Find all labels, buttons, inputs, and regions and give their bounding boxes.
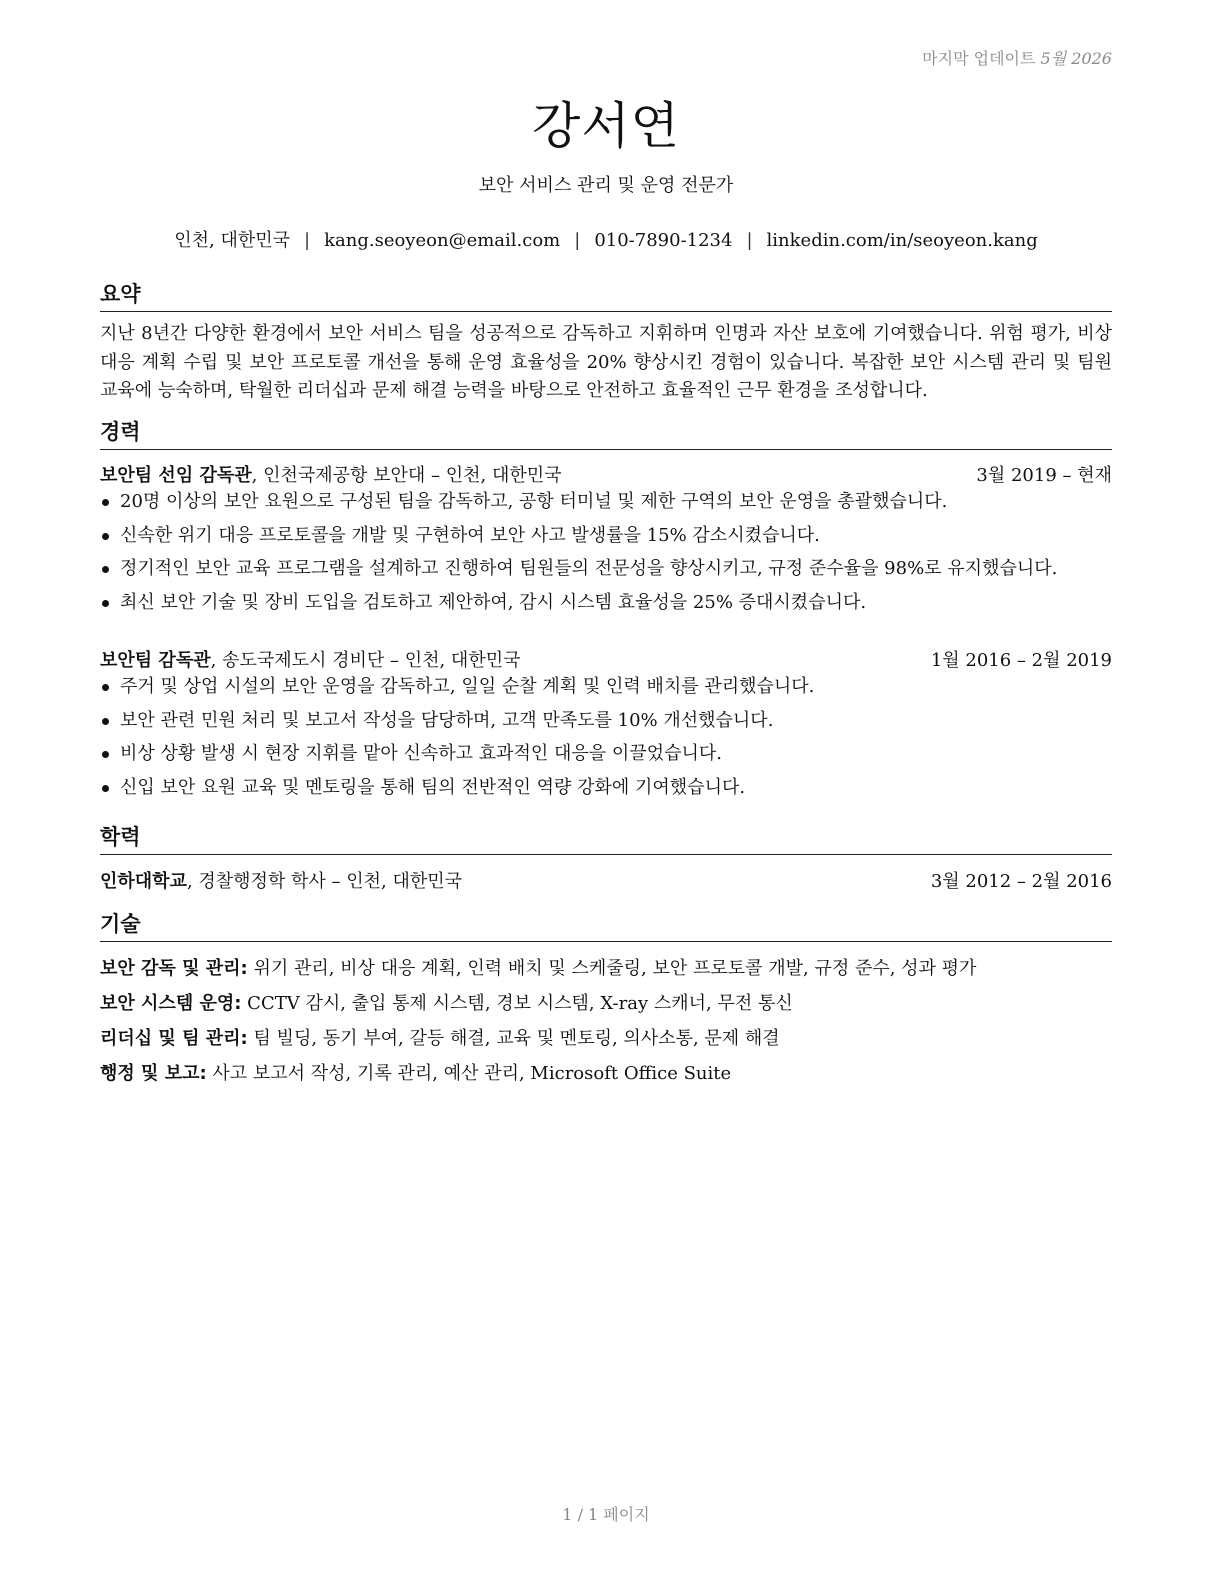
bullet-icon bbox=[102, 600, 109, 607]
skill-line bbox=[100, 989, 1112, 1015]
contact-phone[interactable]: 010-7890-1234 bbox=[594, 230, 733, 251]
contact-location: 인천, 대한민국 bbox=[174, 230, 291, 251]
bullet-icon bbox=[102, 751, 109, 758]
section-title-skills: 기술 bbox=[100, 908, 1112, 942]
resume-page bbox=[100, 0, 1112, 1584]
employer: , 인천국제공항 보안대 – 인천, 대한민국 bbox=[251, 465, 562, 486]
contact-line bbox=[100, 226, 1112, 252]
list-item bbox=[100, 740, 1112, 774]
section-title-summary: 요약 bbox=[100, 278, 1112, 312]
degree: , 경찰행정학 학사 – 인천, 대한민국 bbox=[186, 871, 463, 892]
list-item bbox=[100, 555, 1112, 589]
education-dates: 3월 2012 – 2월 2016 bbox=[930, 871, 1112, 892]
experience-role bbox=[100, 646, 520, 672]
experience-bullets bbox=[100, 488, 1112, 622]
skill-category: 보안 시스템 운영: bbox=[100, 993, 242, 1014]
experience-entry-header bbox=[100, 461, 1112, 487]
bullet-text: 최신 보안 기술 및 장비 도입을 검토하고 제안하여, 감시 시스템 효율성을 25% 증대시켰습니다. bbox=[120, 591, 867, 613]
bullet-text: 비상 상황 발생 시 현장 지휘를 맡아 신속하고 효과적인 대응을 이끌었습니다. bbox=[120, 743, 722, 764]
summary-text: 지난 8년간 다양한 환경에서 보안 서비스 팀을 성공적으로 감독하고 지휘하며 인명과 자산 보호에 기여했습니다. 위험 평가, 비상 대응 계획 수립 및 보안 프로토콜 개선을 통해 운영 효율성을 20% 향상시킨 경험이 있습니다. 복잡한 보안 시스템 관리 및 팀원 교육에 능숙하며, 탁월한 리더십과 문제 해결 능력을 바탕으로 안전하고 효율적인 근무 환경을 조성합니다. bbox=[100, 323, 1112, 401]
skill-category: 리더십 및 팀 관리: bbox=[100, 1028, 248, 1049]
skill-values: 위기 관리, 비상 대응 계획, 인력 배치 및 스케줄링, 보안 프로토콜 개발, 규정 준수, 성과 평가 bbox=[247, 958, 977, 979]
contact-separator: | bbox=[574, 230, 581, 251]
experience-role bbox=[100, 461, 562, 487]
page-number: 1 / 1 페이지 bbox=[562, 1505, 650, 1524]
bullet-icon bbox=[102, 684, 109, 691]
bullet-icon bbox=[102, 499, 109, 506]
list-item bbox=[100, 589, 1112, 623]
skill-values: 팀 빌딩, 동기 부여, 갈등 해결, 교육 및 멘토링, 의사소통, 문제 해결 bbox=[247, 1028, 780, 1049]
experience-bullets bbox=[100, 673, 1112, 807]
skill-values: CCTV 감시, 출입 통제 시스템, 경보 시스템, X-ray 스캐너, 무전 통신 bbox=[241, 993, 793, 1014]
skill-category: 행정 및 보고: bbox=[100, 1063, 207, 1084]
bullet-text: 정기적인 보안 교육 프로그램을 설계하고 진행하여 팀원들의 전문성을 향상시키고, 규정 준수율을 98%로 유지했습니다. bbox=[120, 558, 1058, 579]
bullet-icon bbox=[102, 785, 109, 792]
headline: 보안 서비스 관리 및 운영 전문가 bbox=[478, 175, 734, 196]
bullet-text: 신속한 위기 대응 프로토콜을 개발 및 구현하여 보안 사고 발생률을 15% 감소시켰습니다. bbox=[120, 524, 820, 546]
list-item bbox=[100, 774, 1112, 808]
bullet-text: 신입 보안 요원 교육 및 멘토링을 통해 팀의 전반적인 역량 강화에 기여했습니다. bbox=[120, 776, 746, 798]
skill-line bbox=[100, 954, 1112, 980]
skill-line bbox=[100, 1059, 1112, 1085]
candidate-name: 강서연 bbox=[532, 97, 680, 155]
contact-email[interactable]: kang.seoyeon@email.com bbox=[324, 230, 561, 251]
skill-values: 사고 보고서 작성, 기록 관리, 예산 관리, Microsoft Office Suite bbox=[206, 1063, 732, 1084]
job-title: 보안팀 감독관 bbox=[100, 650, 211, 671]
job-title: 보안팀 선임 감독관 bbox=[100, 465, 252, 486]
section-title-experience: 경력 bbox=[100, 416, 1112, 450]
last-updated bbox=[922, 46, 1112, 69]
employment-dates: 1월 2016 – 2월 2019 bbox=[930, 650, 1112, 671]
bullet-text: 20명 이상의 보안 요원으로 구성된 팀을 감독하고, 공항 터미널 및 제한 구역의 보안 운영을 총괄했습니다. bbox=[120, 491, 948, 512]
list-item bbox=[100, 522, 1112, 556]
contact-separator: | bbox=[304, 230, 311, 251]
school-name: 인하대학교 bbox=[100, 871, 187, 892]
bullet-icon bbox=[102, 566, 109, 573]
last-updated-label: 마지막 업데이트 bbox=[922, 49, 1036, 68]
skill-category: 보안 감독 및 관리: bbox=[100, 958, 248, 979]
skill-line bbox=[100, 1024, 1112, 1050]
list-item bbox=[100, 707, 1112, 741]
list-item bbox=[100, 488, 1112, 522]
list-item bbox=[100, 673, 1112, 707]
education-line bbox=[100, 867, 462, 893]
bullet-text: 주거 및 상업 시설의 보안 운영을 감독하고, 일일 순찰 계획 및 인력 배치를 관리했습니다. bbox=[120, 676, 815, 697]
employer: , 송도국제도시 경비단 – 인천, 대한민국 bbox=[210, 650, 521, 671]
bullet-text: 보안 관련 민원 처리 및 보고서 작성을 담당하며, 고객 만족도를 10% 개선했습니다. bbox=[120, 709, 774, 731]
section-title-education: 학력 bbox=[100, 821, 1112, 855]
last-updated-date: 5월 2026 bbox=[1040, 49, 1112, 68]
bullet-icon bbox=[102, 533, 109, 540]
employment-dates: 3월 2019 – 현재 bbox=[976, 465, 1112, 486]
experience-entry-header bbox=[100, 646, 1112, 672]
contact-linkedin[interactable]: linkedin.com/in/seoyeon.kang bbox=[766, 230, 1038, 251]
education-entry bbox=[100, 867, 1112, 893]
bullet-icon bbox=[102, 718, 109, 725]
contact-separator: | bbox=[746, 230, 753, 251]
